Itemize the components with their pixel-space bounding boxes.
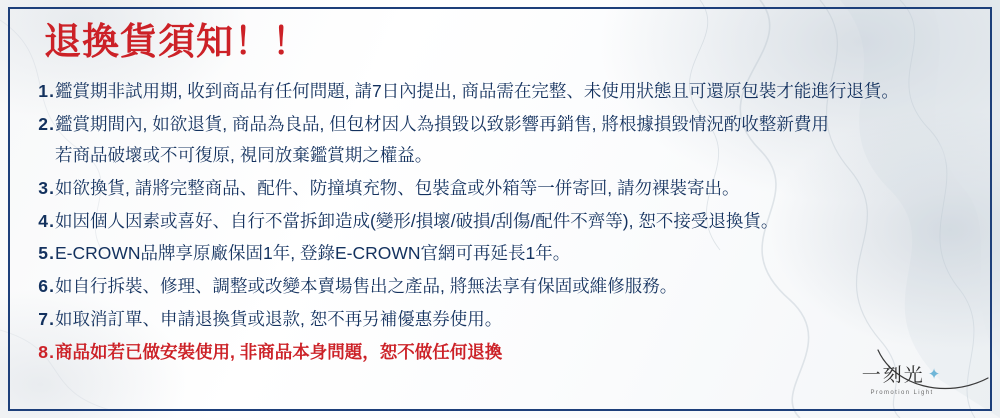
- list-item: [22, 111, 978, 137]
- notice-list: [22, 78, 978, 371]
- list-item-number: 5: [38, 243, 48, 264]
- logo-name: 一刻光: [861, 365, 925, 386]
- list-item-dot: .: [49, 308, 54, 329]
- list-item-number: 2: [38, 113, 48, 134]
- list-item-dot: .: [49, 81, 54, 101]
- list-item-subtext: 若商品破壞或不可復原, 視同放棄鑑賞期之權益。: [55, 144, 433, 165]
- page-title: 退換貨須知！！: [44, 21, 310, 62]
- list-item-number: 1: [38, 81, 48, 101]
- logo-subtitle: Promotion Light: [870, 390, 934, 396]
- list-item: [22, 78, 978, 104]
- brand-logo: [842, 360, 962, 396]
- list-item-dot: .: [49, 243, 54, 264]
- list-item-number: 6: [38, 276, 48, 296]
- list-item-text: 商品如若已做安裝使用, 非商品本身問題，恕不做任何退換: [55, 341, 503, 362]
- list-item-dot: .: [49, 341, 54, 362]
- list-item: [22, 208, 978, 234]
- list-item: [22, 339, 978, 365]
- list-item-dot: .: [49, 276, 54, 296]
- list-item-number: 7: [38, 308, 48, 329]
- list-item: [22, 273, 978, 299]
- list-item-dot: .: [49, 177, 54, 198]
- list-item: [22, 306, 978, 332]
- list-item: [22, 175, 978, 201]
- list-item-text: 鑑賞期非試用期, 收到商品有任何問題, 請7日內提出, 商品需在完整、未使用狀態且可還原包裝才能進行退貨。: [55, 81, 899, 101]
- list-item-number: 3: [38, 177, 48, 198]
- sparkle-icon: ✦: [927, 366, 943, 383]
- list-item-text: 如取消訂單、申請退換貨或退款, 恕不再另補優惠券使用。: [55, 308, 503, 329]
- list-item-dot: .: [49, 113, 54, 134]
- list-item-text: E-CROWN品牌享原廠保固1年, 登錄E-CROWN官網可再延長1年。: [55, 243, 571, 264]
- logo-name-row: [842, 360, 962, 387]
- list-item-text: 鑑賞期間內, 如欲退貨, 商品為良品, 但包材因人為損毀以致影響再銷售, 將根據損毀情況酌收整新費用: [55, 113, 829, 134]
- list-item-text: 如自行拆裝、修理、調整或改變本賣場售出之產品, 將無法享有保固或維修服務。: [55, 276, 678, 296]
- list-item-text: 如因個人因素或喜好、自行不當拆卸造成(變形/損壞/破損/刮傷/配件不齊等), 恕不接受退換貨。: [55, 210, 779, 231]
- list-item-dot: .: [49, 210, 54, 231]
- list-item-number: 8: [38, 341, 48, 362]
- list-item-number: 4: [38, 210, 48, 231]
- list-item-text: 如欲換貨, 請將完整商品、配件、防撞填充物、包裝盒或外箱等一併寄回, 請勿裸裝寄出。: [55, 177, 740, 198]
- list-item: [22, 240, 978, 266]
